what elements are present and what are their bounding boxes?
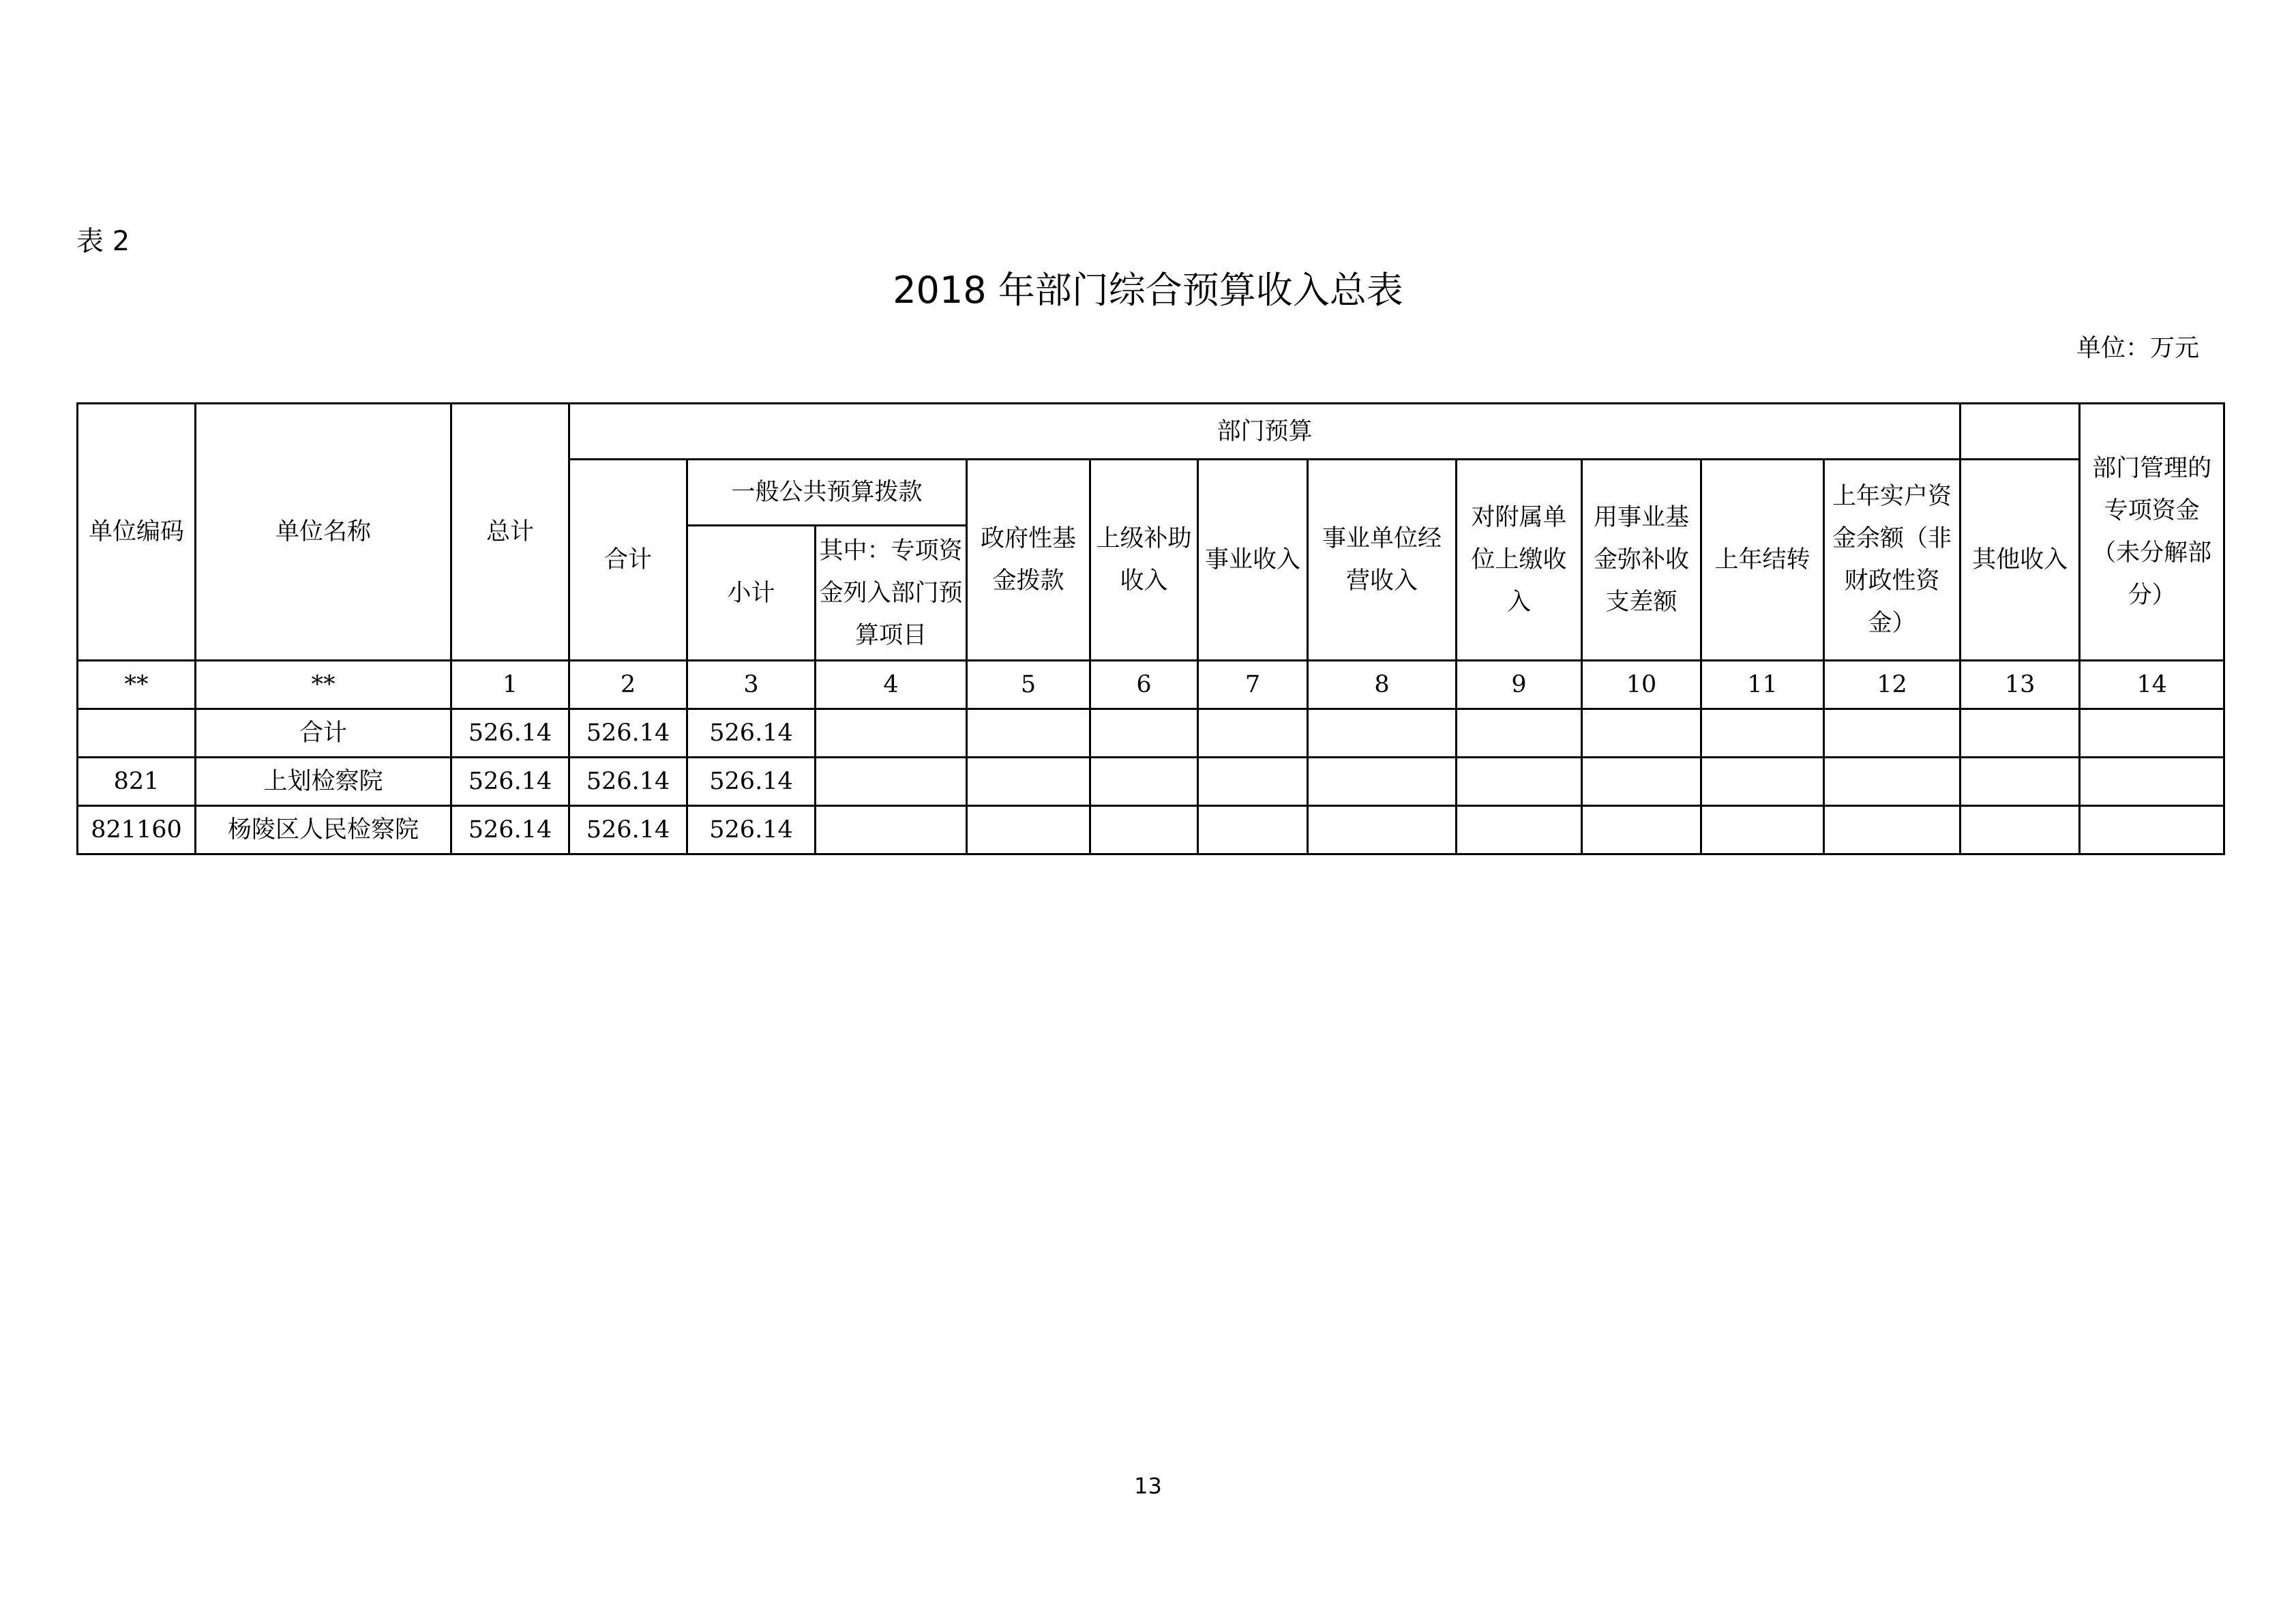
index-cell: 13: [1960, 661, 2080, 709]
row-total: 526.14: [451, 806, 569, 854]
row-gp-subtotal: 526.14: [687, 758, 816, 806]
index-cell: 11: [1701, 661, 1824, 709]
index-cell: 14: [2080, 661, 2224, 709]
row-sum: 526.14: [569, 758, 687, 806]
row-code: 821: [78, 758, 196, 806]
header-gp-subtotal: 小计: [687, 526, 816, 661]
row-name: 上划检察院: [196, 758, 451, 806]
row-total: 526.14: [451, 758, 569, 806]
row-sum: 526.14: [569, 709, 687, 758]
index-cell: **: [78, 661, 196, 709]
header-superior-subsidy: 上级补助收入: [1090, 460, 1198, 661]
row-name: 杨陵区人民检察院: [196, 806, 451, 854]
row-code: 821160: [78, 806, 196, 854]
row-name: 合计: [196, 709, 451, 758]
header-other-income: 其他收入: [1960, 460, 2080, 661]
row-code: [78, 709, 196, 758]
table-label: 表 2: [76, 226, 130, 257]
row-gp-subtotal: 526.14: [687, 806, 816, 854]
index-cell: 7: [1198, 661, 1308, 709]
header-prior-balance: 上年实户资金余额（非财政性资金）: [1824, 460, 1960, 661]
header-business-income: 事业收入: [1198, 460, 1308, 661]
header-unit-name: 单位名称: [196, 404, 451, 661]
index-cell: 1: [451, 661, 569, 709]
header-gp-special: 其中：专项资金列入部门预算项目: [816, 526, 967, 661]
row-total: 526.14: [451, 709, 569, 758]
header-gov-fund: 政府性基金拨款: [967, 460, 1090, 661]
index-cell: 10: [1582, 661, 1701, 709]
header-unit-code: 单位编码: [78, 404, 196, 661]
header-subtotal: 合计: [569, 460, 687, 661]
index-row: [78, 661, 2224, 709]
index-cell: 2: [569, 661, 687, 709]
index-cell: 6: [1090, 661, 1198, 709]
header-fund-balance: 用事业基金弥补收支差额: [1582, 460, 1701, 661]
header-carryover: 上年结转: [1701, 460, 1824, 661]
table-row: [78, 709, 2224, 758]
table-row: [78, 806, 2224, 854]
header-dept-budget: 部门预算: [569, 404, 1960, 460]
index-cell: 12: [1824, 661, 1960, 709]
page-number: 13: [1134, 1473, 1162, 1499]
header-general-public: 一般公共预算拨款: [687, 460, 967, 526]
row-gp-subtotal: 526.14: [687, 709, 816, 758]
header-affiliated-income: 对附属单位上缴收入: [1457, 460, 1582, 661]
budget-income-table: [76, 402, 2225, 855]
index-cell: **: [196, 661, 451, 709]
unit-label: 单位：万元: [2076, 334, 2199, 362]
header-total: 总计: [451, 404, 569, 661]
index-cell: 3: [687, 661, 816, 709]
header-dept-managed: 部门管理的专项资金（未分解部分）: [2080, 404, 2224, 661]
header-operating-income: 事业单位经营收入: [1308, 460, 1457, 661]
page-title: 2018 年部门综合预算收入总表: [893, 269, 1403, 312]
header-blank: [1960, 404, 2080, 460]
index-cell: 8: [1308, 661, 1457, 709]
row-sum: 526.14: [569, 806, 687, 854]
index-cell: 9: [1457, 661, 1582, 709]
index-cell: 5: [967, 661, 1090, 709]
table-row: [78, 758, 2224, 806]
index-cell: 4: [816, 661, 967, 709]
